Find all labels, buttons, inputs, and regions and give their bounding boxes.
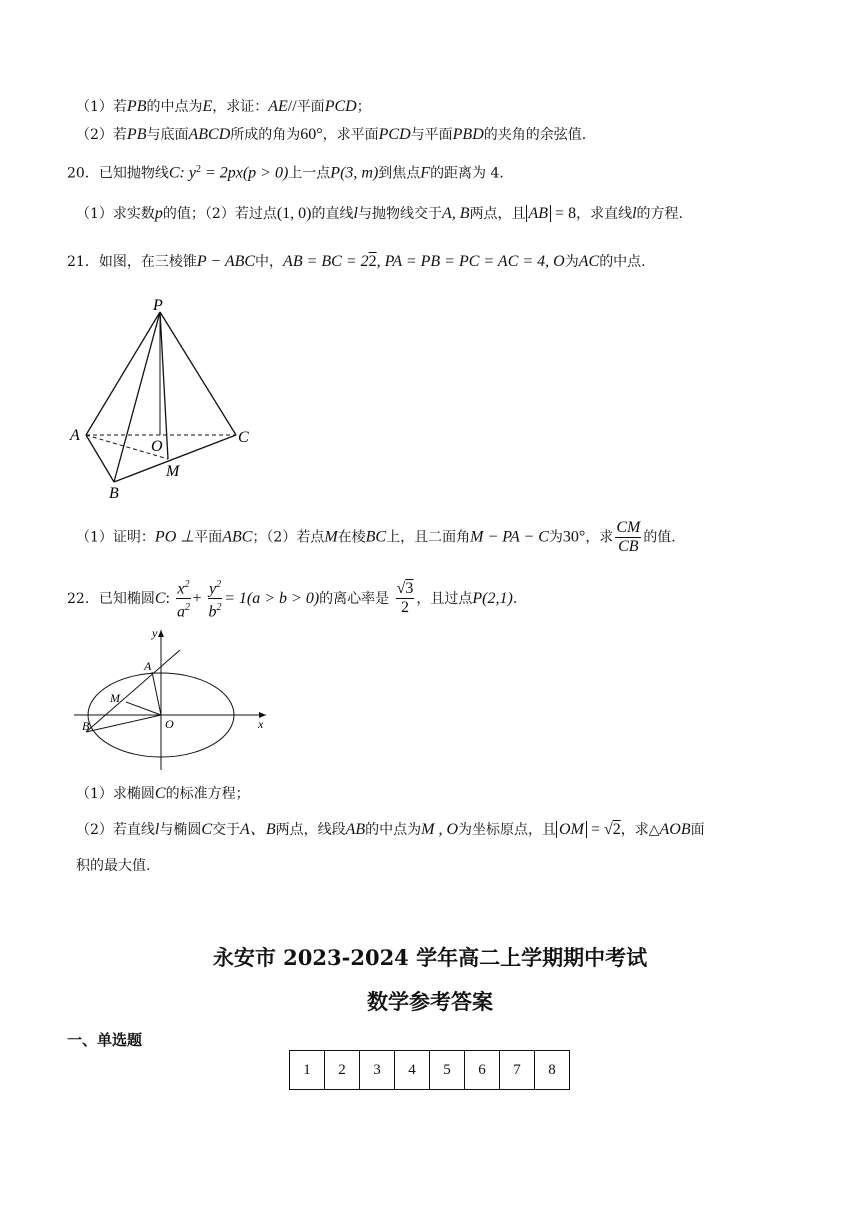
q22-part1: （1）求椭圆C的标准方程； xyxy=(76,785,250,802)
ellipse-figure xyxy=(70,622,280,772)
table-row xyxy=(290,1051,570,1090)
label-B: B xyxy=(109,485,119,502)
fraction-x2-a2: $\frac{x^2}{a^2}$ xyxy=(176,576,190,622)
fraction-eccentricity: $\frac{√3}{2}$ xyxy=(396,580,414,617)
table-cell: 8 xyxy=(535,1051,570,1090)
table-cell: 7 xyxy=(500,1051,535,1090)
q22-part2: （2）若直线l与椭圆C交于A、B两点，线段AB的中点为M , O为坐标原点，且 OM = √2，求△AOB面 xyxy=(76,821,705,838)
answer-title: 永安市 2023-2024 学年高二上学期期中考试 xyxy=(212,945,648,970)
table-cell: 5 xyxy=(430,1051,465,1090)
q20-parts: （1）求实数p的值；（2）若过点(1, 0)的直线l与抛物线交于A, B两点，且 AB = 8，求直线l的方程. xyxy=(76,205,683,222)
label-y: y xyxy=(152,626,158,640)
q21-parts: （1）证明：PO ⊥平面ABC；（2）若点M在棱BC上，且二面角M − PA − C为30°，求 $\frac{CM}{CB}$ 的值. xyxy=(76,519,676,555)
label-x: x xyxy=(258,717,264,731)
fraction-y2-b2: $\frac{y^2}{b^2}$ xyxy=(208,576,222,622)
label-B: B xyxy=(82,719,90,733)
table-cell: 2 xyxy=(325,1051,360,1090)
q20-stem: 20．已知抛物线C: $y^2 = 2px(p > 0)$上一点P(3, m)到焦点F的距离为 4. xyxy=(67,164,504,182)
label-M: M xyxy=(166,463,180,480)
q21-stem: 21．如图，在三棱锥P − ABC中，AB = BC = 22, PA = PB = PC = AC = 4, O为AC的中点. xyxy=(67,253,646,270)
answer-subtitle: 数学参考答案 xyxy=(367,989,493,1014)
label-O: O xyxy=(165,717,174,731)
table-cell: 1 xyxy=(290,1051,325,1090)
label-A: A xyxy=(70,427,80,444)
q22-stem: 22．已知椭圆C: $\frac{x^2}{a^2}$ + $\frac{y^2}{b^2}$ = 1(a > b > 0)的离心率是 $\frac{√3}{2}$ ，且过点P(2,1). xyxy=(67,576,517,622)
label-A: A xyxy=(144,659,152,673)
label-P: P xyxy=(153,297,163,314)
label-M: M xyxy=(110,691,120,705)
q22-part2-cont: 积的最大值. xyxy=(76,858,151,874)
pyramid-figure xyxy=(66,294,266,504)
label-C: C xyxy=(238,429,249,446)
table-cell: 3 xyxy=(360,1051,395,1090)
table-cell: 6 xyxy=(465,1051,500,1090)
section-heading: 一、单选题 xyxy=(67,1031,143,1049)
q19-part1: （1）若PB的中点为E，求证：AE//平面PCD； xyxy=(76,98,371,115)
fraction-cm-cb: $\frac{CM}{CB}$ xyxy=(616,519,641,555)
table-cell: 4 xyxy=(395,1051,430,1090)
label-O: O xyxy=(151,438,163,455)
q19-part2: （2）若PB与底面ABCD所成的角为60°，求平面PCD与平面PBD的夹角的余弦值. xyxy=(76,126,587,143)
answer-table xyxy=(289,1050,570,1090)
